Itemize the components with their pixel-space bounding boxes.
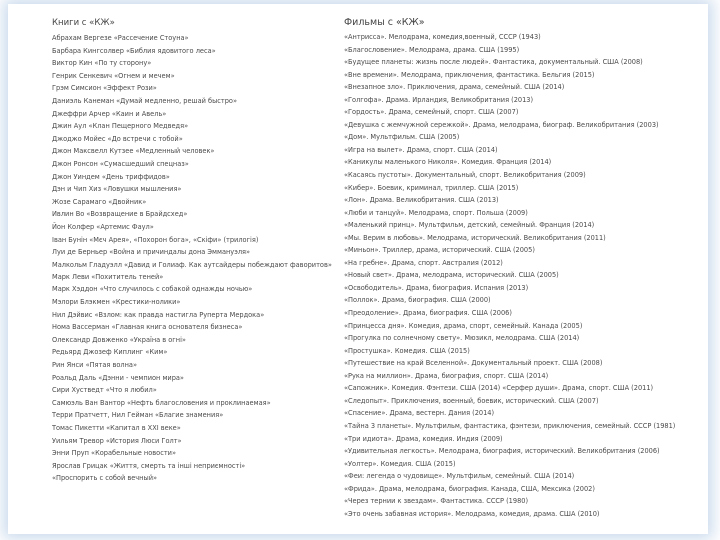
book-item: Джин Аул «Клан Пещерного Медведя» (52, 122, 189, 131)
books-column (52, 18, 332, 485)
films-title: Фильмы с «КЖ» (344, 17, 425, 28)
book-item: Джон Ронсон «Сумасшедший спецназ» (52, 159, 189, 168)
book-item: Самюэль Ван Вантор «Нефть благословения и проклинаемая» (52, 398, 271, 407)
film-item: «Голгофа». Драма. Ирландия, Великобритания (2013) (344, 95, 534, 104)
book-item: Нил Дэйвис «Взлом: как правда настигла Руперта Мердока» (52, 310, 265, 319)
book-item: Дэн и Чип Хиз «Ловушки мышления» (52, 185, 182, 194)
book-item: Марк Леви «Похититель теней» (52, 272, 164, 281)
films-list (344, 31, 704, 520)
book-item: Йон Колфер «Артемис Фаул» (52, 222, 154, 231)
book-item: Марк Хэддон «Что случилось с собакой однажды ночью» (52, 285, 253, 294)
book-item: Олександр Довженко «Україна в огні» (52, 335, 186, 344)
book-item: Редьярд Джозеф Киплинг «Ким» (52, 348, 168, 357)
film-item: «Касаясь пустоты». Документальный, спорт. Великобритания (2009) (344, 171, 586, 180)
book-item: Генрик Сенкевич «Огнем и мечем» (52, 71, 175, 80)
film-item: «Три идиота». Драма, комедия. Индия (2009) (344, 434, 503, 443)
film-item: «Каникулы маленького Николя». Комедия. Франция (2014) (344, 158, 552, 167)
book-item: Ивлин Во «Возвращение в Брайдсхед» (52, 210, 188, 219)
film-item: «Путешествие на край Вселенной». Документальный проект. США (2008) (344, 359, 603, 368)
book-item: Джеффри Арчер «Каин и Авель» (52, 109, 167, 118)
book-item: Ярослав Грицак «Життя, смерть та інші неприємності» (52, 461, 246, 470)
book-item: Джон Уиндем «День триффидов» (52, 172, 170, 181)
book-item: Джон Максвелл Кутзее «Медленный человек» (52, 147, 215, 156)
film-item: «Девушка с жемчужной сережкой». Драма, мелодрама, биограф. Великобритания (2003) (344, 120, 659, 129)
book-item: Энни Пруп «Корабельные новости» (52, 449, 176, 458)
book-item: Жозе Сарамаго «Двойник» (52, 197, 147, 206)
film-item: «Мы. Верим в любовь». Мелодрама, исторический. Великобритания (2011) (344, 233, 606, 242)
film-item: «Новый свет». Драма, мелодрама, исторический. США (2005) (344, 271, 559, 280)
film-item: «Прогулка по солнечному свету». Мюзикл, мелодрама. США (2014) (344, 334, 580, 343)
film-item: «Удивительная легкость». Мелодрама, биография, исторический. Великобритания (2006) (344, 447, 660, 456)
book-item: Терри Пратчетт, Нил Гейман «Благие знамения» (52, 411, 224, 420)
film-item: «Тайна 3 планеты». Мультфильм, фантастика, фэнтези, приключения, семейный. СССР (1981) (344, 421, 676, 430)
book-item: Малкольм Гладуэлл «Давид и Голиаф. Как аутсайдеры побеждают фаворитов» (52, 260, 332, 269)
film-item: «Феи: легенда о чудовище». Мультфильм, семейный. США (2014) (344, 472, 575, 481)
film-item: «Следопыт». Приключения, военный, боевик, исторический. США (2007) (344, 396, 599, 405)
film-item: «На гребне». Драма, спорт. Австралия (2012) (344, 258, 503, 267)
book-item: Даниэль Канеман «Думай медленно, решай быстро» (52, 96, 237, 105)
film-item: «Простушка». Комедия. США (2015) (344, 346, 470, 355)
book-item: Джоджо Мойес «До встречи с тобой» (52, 134, 183, 143)
film-item: «Маленький принц». Мультфильм, детский, семейный. Франция (2014) (344, 221, 595, 230)
film-item: «Будущее планеты: жизнь после людей». Фантастика, документальный. США (2008) (344, 58, 643, 67)
film-item: «Миньон». Триллер, драма, исторический. США (2005) (344, 246, 535, 255)
books-list (52, 32, 332, 485)
film-item: «Внезапное зло». Приключения, драма, семейный. США (2014) (344, 83, 565, 92)
book-item: Нома Вассерман «Главная книга основателя бизнеса» (52, 323, 243, 332)
film-item: «Преодоление». Драма, биография. США (2006) (344, 309, 512, 318)
film-item: «Вне времени». Мелодрама, приключения, фантастика. Бельгия (2015) (344, 70, 595, 79)
film-item: «Поллок». Драма, биография. США (2000) (344, 296, 491, 305)
book-item: Уильям Тревор «История Люси Голт» (52, 436, 182, 445)
book-item: «Проспорить с собой вечный» (52, 474, 158, 483)
book-item: Барбара Кингсолвер «Библия ядовитого леса» (52, 46, 216, 55)
book-item: Сири Хустведт «Что я любил» (52, 386, 157, 395)
book-item: Грэм Симсион «Эффект Рози» (52, 84, 157, 93)
book-item: Виктор Кин «По ту сторону» (52, 59, 152, 68)
film-item: «Через тернии к звездам». Фантастика. СССР (1980) (344, 497, 529, 506)
book-item: Іван Бунін «Мєч Арея», «Похорон бога», «Скіфи» (трилогія) (52, 235, 259, 244)
film-item: «Фрида». Драма, мелодрама, биография. Канада, США, Мексика (2002) (344, 484, 595, 493)
book-item: Томас Пикетти «Капитал в XXI веке» (52, 424, 181, 433)
film-item: «Кибер». Боевик, криминал, триллер. США (2015) (344, 183, 519, 192)
film-item: «Благословение». Мелодрама, драма. США (1995) (344, 45, 520, 54)
books-title: Книги с «КЖ» (52, 18, 115, 28)
film-item: «Рука на миллион». Драма, биография, спорт. США (2014) (344, 371, 549, 380)
book-item: Роальд Даль «Дэнни - чемпион мира» (52, 373, 184, 382)
film-item: «Сапожник». Комедия. Фэнтези. США (2014) «Серфер души». Драма, спорт. США (2011) (344, 384, 654, 393)
film-item: «Освободитель». Драма, биография. Испания (2013) (344, 283, 529, 292)
book-item: Рин Янси «Пятая волна» (52, 361, 137, 370)
book-item: Луи де Берньер «Война и причиндалы дона Эммануэля» (52, 248, 251, 257)
film-item: «Люби и танцуй». Мелодрама, спорт. Польша (2009) (344, 208, 528, 217)
film-item: «Уолтер». Комедия. США (2015) (344, 459, 456, 468)
film-item: «Гордость». Драма, семейный, спорт. США (2007) (344, 108, 519, 117)
films-column (344, 18, 704, 520)
film-item: «Принцесса дня». Комедия, драма, спорт, семейный. Канада (2005) (344, 321, 583, 330)
film-item: «Дом». Мультфильм. США (2005) (344, 133, 460, 142)
film-item: «Игра на вылет». Драма, спорт. США (2014) (344, 145, 498, 154)
film-item: «Антрисса». Мелодрама, комедия,военный, СССР (1943) (344, 33, 541, 41)
book-item: Мэлори Блэкмен «Крестики-нолики» (52, 298, 181, 307)
film-item: «Это очень забавная история». Мелодрама, комедия, драма. США (2010) (344, 509, 600, 518)
film-item: «Лон». Драма. Великобритания. США (2013) (344, 196, 499, 205)
book-item: Абрахам Вергезе «Рассечение Стоуна» (52, 34, 189, 42)
film-item: «Спасение». Драма, вестерн. Дания (2014) (344, 409, 495, 418)
